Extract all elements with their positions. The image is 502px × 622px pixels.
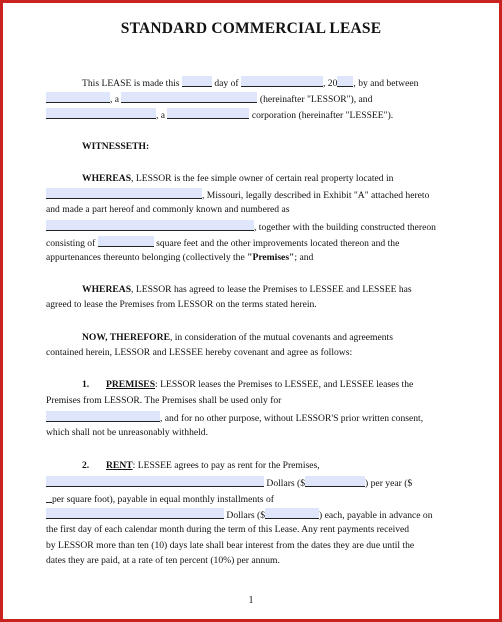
square-feet-field[interactable] bbox=[98, 236, 154, 247]
section2-line-7: dates they are paid, at a rate of ten percent (10%) per annum. bbox=[46, 555, 280, 566]
section1-line-2: Premises from LESSOR. The Premises shall be used only for bbox=[46, 395, 282, 406]
section2-line-6: by LESSOR more than ten (10) days late shall bear interest from the dates they are due until the bbox=[46, 540, 415, 551]
whereas2-line-2: agreed to lease the Premises from LESSOR on the terms stated herein. bbox=[46, 299, 317, 310]
section2-line-2: Dollars ($ ) per year ($ bbox=[46, 476, 412, 490]
whereas1-line-5: consisting of square feet and the other improvements located thereon and the bbox=[46, 238, 400, 249]
annual-rent-amount-field[interactable] bbox=[305, 476, 365, 487]
county-field[interactable] bbox=[46, 188, 202, 199]
year-field[interactable] bbox=[337, 76, 353, 87]
section1-line-3: , and for no other purpose, without LESSOR'S prior written consent, bbox=[46, 411, 423, 425]
witnesseth-heading: WITNESSETH: bbox=[82, 141, 150, 152]
lessor-name-field[interactable] bbox=[46, 92, 110, 103]
whereas1-line-2: , Missouri, legally described in Exhibit "A" attached hereto bbox=[46, 188, 429, 202]
permitted-use-field[interactable] bbox=[46, 411, 160, 422]
section2-line-5: the first day of each calendar month during the term of this Lease. Any rent payments received bbox=[46, 524, 410, 535]
lessee-state-field[interactable] bbox=[167, 108, 249, 119]
monthly-rent-amount-field[interactable] bbox=[265, 508, 319, 519]
whereas1-line-4: , together with the building constructed thereon bbox=[46, 220, 436, 234]
whereas1-line-6: appurtenances thereunto belonging (collectively the "Premises"; and bbox=[46, 252, 314, 263]
lessee-name-field[interactable] bbox=[46, 108, 156, 119]
month-field[interactable] bbox=[241, 76, 323, 87]
lessor-entity-field[interactable] bbox=[121, 92, 257, 103]
section2-line-1: 2. RENT: LESSEE agrees to pay as rent for the Premises, bbox=[82, 460, 320, 471]
section1-line-4: which shall not be unreasonably withheld. bbox=[46, 427, 208, 438]
now-line-1: NOW, THEREFORE, in consideration of the mutual covenants and agreements bbox=[82, 332, 393, 343]
section2-line-3: per square foot), payable in equal monthly installments of bbox=[46, 492, 274, 506]
now-line-2: contained herein, LESSOR and LESSEE hereby covenant and agree as follows: bbox=[46, 347, 353, 358]
intro-line-1: This LEASE is made this day of , 20 , by and between bbox=[82, 78, 419, 89]
intro-line-3: , a corporation (hereinafter "LESSEE"). bbox=[46, 108, 393, 122]
section2-line-4: Dollars ($ ) each, payable in advance on bbox=[46, 508, 433, 522]
document-title: STANDARD COMMERCIAL LEASE bbox=[120, 20, 382, 37]
property-address-field[interactable] bbox=[46, 220, 254, 231]
whereas2-line-1: WHEREAS, LESSOR has agreed to lease the Premises to LESSEE and LESSEE has bbox=[82, 284, 412, 295]
whereas1-line-1: WHEREAS, LESSOR is the fee simple owner of certain real property located in bbox=[82, 173, 394, 184]
intro-line-2: , a (hereinafter "LESSOR"), and bbox=[46, 92, 372, 106]
section1-line-1: 1. PREMISES: LESSOR leases the Premises to LESSEE, and LESSEE leases the bbox=[82, 379, 414, 390]
section1-heading: PREMISES bbox=[106, 379, 156, 390]
annual-rent-words-field[interactable] bbox=[46, 476, 264, 487]
whereas1-line-3: and made a part hereof and commonly known and numbered as bbox=[46, 204, 290, 215]
day-field[interactable] bbox=[182, 76, 212, 87]
monthly-rent-words-field[interactable] bbox=[46, 508, 224, 519]
page-number: 1 bbox=[248, 595, 254, 606]
section2-heading: RENT bbox=[106, 460, 133, 471]
document-page bbox=[3, 3, 499, 619]
